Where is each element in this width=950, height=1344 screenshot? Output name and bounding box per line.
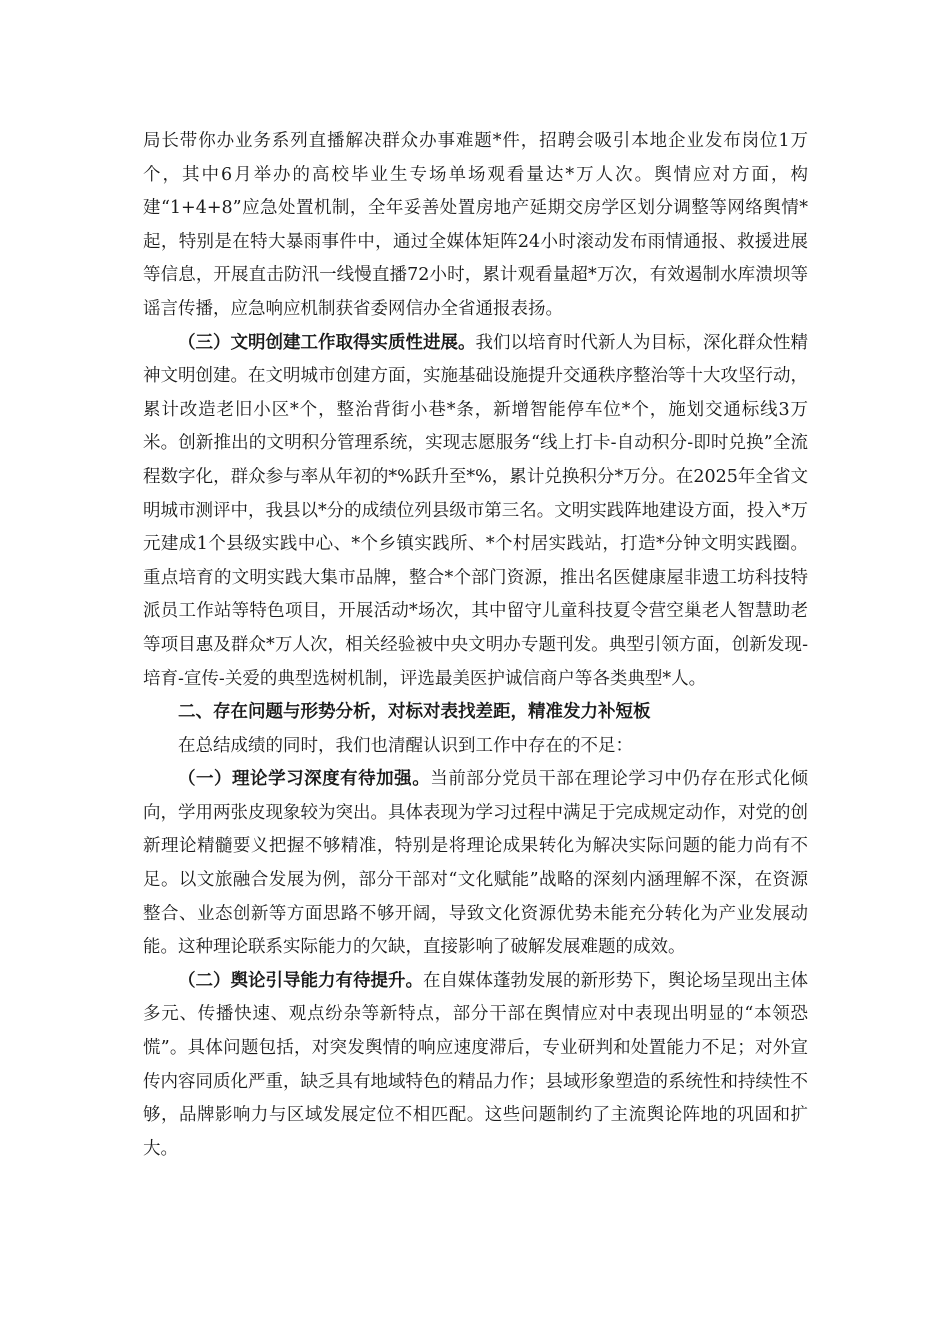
paragraph-lead-heading: （一）理论学习深度有待加强。 bbox=[178, 769, 431, 790]
paragraph-text: 在自媒体蓬勃发展的新形势下，舆论场呈现出主体多元、传播快速、观点纷杂等新特点，部分干部在舆情应对中表现出明显的“本领恐慌”。具体问题包括，对突发舆情的响应速度滞后，专业研判和处置能力不足；对外宣传内容同质化严重，缺乏具有地域特色的精品力作；县域形象塑造的系统性和持续性不够，品牌影响力与区域发展定位不相匹配。这些问题制约了主流舆论阵地的巩固和扩大。 bbox=[143, 970, 808, 1159]
paragraph-text: 局长带你办业务系列直播解决群众办事难题*件，招聘会吸引本地企业发布岗位1万个，其中6月举办的高校毕业生专场单场观看量达*万人次。舆情应对方面，构建“1+4+8”应急处置机制，全年妥善处置房地产延期交房学区划分调整等网络舆情*起，特别是在特大暴雨事件中，通过全媒体矩阵24小时滚动发布雨情通报、救援进展等信息，开展直击防汛一线慢直播72小时，累计观看量超*万次，有效遏制水库溃坝等谣言传播，应急响应机制获省委网信办全省通报表扬。 bbox=[143, 131, 808, 319]
paragraph-lead-heading: （三）文明创建工作取得实质性进展。 bbox=[178, 332, 476, 353]
paragraph-text: 我们以培育时代新人为目标，深化群众性精神文明创建。在文明城市创建方面，实施基础设施提升交通秩序整治等十大攻坚行动，累计改造老旧小区*个，整治背街小巷*条，新增智能停车位*个，施划交通标线3万米。创新推出的文明积分管理系统，实现志愿服务“线上打卡-自动积分-即时兑换”全流程数字化，群众参与率从年初的*%跃升至*%，累计兑换积分*万分。在2025年全省文明城市测评中，我县以*分的成绩位列县级市第三名。文明实践阵地建设方面，投入*万元建成1个县级实践中心、*个乡镇实践所、*个村居实践站，打造*分钟文明实践圈。重点培育的文明实践大集市品牌，整合*个部门资源，推出名医健康屋非遗工坊科技特派员工作站等特色项目，开展活动*场次，其中留守儿童科技夏令营空巢老人智慧助老等项目惠及群众*万人次，相关经验被中央文明办专题刊发。典型引领方面，创新发现-培育-宣传-关爱的典型选树机制，评选最美医护诚信商户等各类典型*人。 bbox=[143, 332, 808, 689]
paragraph-text: 当前部分党员干部在理论学习中仍存在形式化倾向，学用两张皮现象较为突出。具体表现为学习过程中满足于完成规定动作，对党的创新理论精髓要义把握不够精准，特别是将理论成果转化为解决实际问题的能力尚有不足。以文旅融合发展为例，部分干部对“文化赋能”战略的深刻内涵理解不深，在资源整合、业态创新等方面思路不够开阔，导致文化资源优势未能充分转化为产业发展动能。这种理论联系实际能力的欠缺，直接影响了破解发展难题的成效。 bbox=[143, 769, 809, 958]
document-body bbox=[143, 125, 808, 1166]
paragraph-livestream-and-public-opinion bbox=[143, 125, 808, 327]
paragraph-lead-heading: （二）舆论引导能力有待提升。 bbox=[178, 970, 423, 991]
paragraph-theory-study bbox=[143, 763, 808, 965]
paragraph-intro-shortcomings bbox=[143, 730, 808, 764]
paragraph-public-opinion-guidance bbox=[143, 965, 808, 1167]
paragraph-civilization-building bbox=[143, 327, 808, 697]
section-heading-problems: 二、存在问题与形势分析，对标对表找差距，精准发力补短板 bbox=[178, 702, 651, 723]
paragraph-text: 在总结成绩的同时，我们也清醒认识到工作中存在的不足： bbox=[178, 735, 633, 756]
